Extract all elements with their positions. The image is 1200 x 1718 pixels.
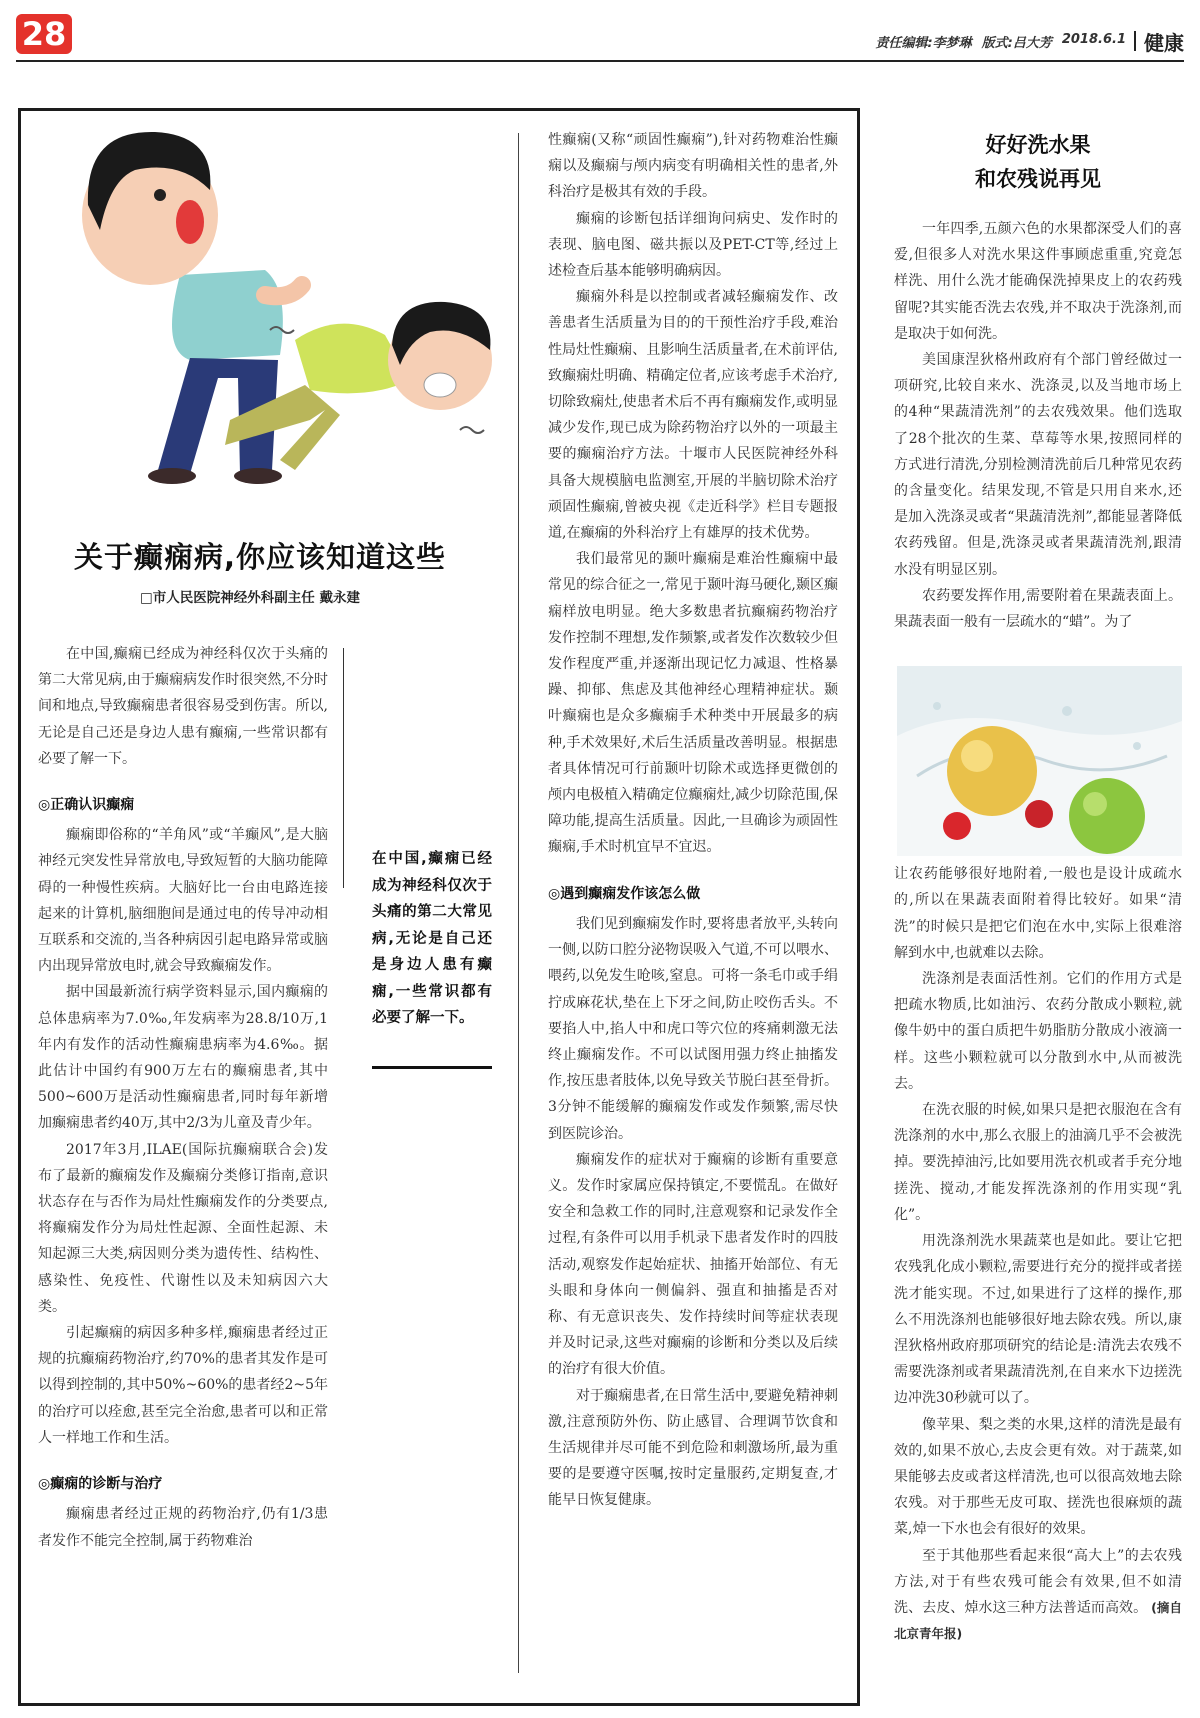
sidebar-title	[900, 128, 1176, 196]
layout-credit: 版式:吕大芳	[981, 35, 1052, 51]
article-title: 关于癫痫病,你应该知道这些	[73, 540, 447, 574]
sidebar-paragraph: 农药要发挥作用,需要附着在果蔬表面上。果蔬表面一般有一层疏水的“蜡”。为了	[894, 587, 1182, 631]
pull-quote: 在中国,癫痫已经成为神经科仅次于头痛的第二大常见病,无论是自己还是身边人患有癫痫,一些常识都有必要了解一下。	[372, 851, 492, 1026]
article-paragraph: 引起癫痫的病因多种多样,癫痫患者经过正规的抗癫痫药物治疗,约70%的患者其发作是可以得到控制的,其中50%~60%的患者经2~5年的治疗可以痊愈,甚至完全治愈,患者可以和正常人一样地工作和生活。	[38, 1325, 328, 1446]
issue-date: 2018.6.1	[1061, 31, 1126, 47]
article-paragraph: 性癫痫(又称“顽固性癫痫”),针对药物难治性癫痫以及癫痫与颅内病变有明确相关性的患者,外科治疗是极其有效的手段。	[548, 132, 838, 201]
section-heading-first-aid: ◎遇到癫痫发作该怎么做	[548, 885, 701, 902]
article-paragraph: 2017年3月,ILAE(国际抗癫痫联合会)发布了最新的癫痫发作及癫痫分类修订指南,意识状态存在与否作为局灶性癫痫发作的分类要点,将癫痫发作分为局灶性起源、全面性起源、未知起源三大类,病因则分类为遗传性、结构性、感染性、免疫性、代谢性以及未知病因六大类。	[38, 1141, 328, 1315]
sidebar-column	[894, 216, 1182, 1647]
pull-quote-rule	[372, 1066, 492, 1069]
section-heading-understanding: ◎正确认识癫痫	[38, 797, 135, 814]
sidebar-paragraph: 一年四季,五颜六色的水果都深受人们的喜爱,但很多人对洗水果这件事顾虑重重,究竟怎样洗、用什么洗才能确保洗掉果皮上的农药残留呢?其实能否洗去农残,并不取决于洗涤剂,而是取决于如何洗。	[894, 221, 1182, 342]
article-paragraph: 癫痫即俗称的“羊角风”或“羊癫风”,是大脑神经元突发性异常放电,导致短暂的大脑功能障碍的一种慢性疾病。大脑好比一台由电路连接起来的计算机,脑细胞间是通过电的传导冲动相互联系和交流的,当各种病因引起电路异常或脑内出现异常放电时,就会导致癫痫发作。	[38, 827, 328, 975]
article-column-right	[548, 127, 838, 1514]
header-divider	[1134, 31, 1136, 51]
page-header-info	[875, 26, 1184, 56]
article-intro: 在中国,癫痫已经成为神经科仅次于头痛的第二大常见病,由于癫痫病发作时很突然,不分时间和地点,导致癫痫患者很容易受到伤害。所以,无论是自己还是身边人患有癫痫,一些常识都有必要了解一下。	[38, 646, 328, 767]
page-number: 28	[16, 14, 72, 54]
sidebar-paragraph	[894, 1543, 1182, 1648]
section-heading-diagnosis: ◎癫痫的诊断与治疗	[38, 1476, 163, 1493]
editor-credit: 责任编辑:李梦琳	[875, 35, 972, 51]
sidebar-paragraph: 让农药能够很好地附着,一般也是设计成疏水的,所以在果蔬表面附着得比较好。如果“清洗”的时候只是把它们泡在水中,实际上很难溶解到水中,也就难以去除。	[894, 866, 1182, 961]
header-rule	[16, 60, 1184, 62]
sidebar-closing-text: 至于其他那些看起来很“高大上”的去农残方法,对于有些农残可能会有效果,但不如清洗、去皮、焯水这三种方法普适而高效。	[894, 1547, 1182, 1616]
section-name: 健康	[1144, 30, 1184, 55]
article-paragraph: 我们最常见的颞叶癫痫是难治性癫痫中最常见的综合征之一,常见于颞叶海马硬化,颞区癫痫样放电明显。绝大多数患者抗癫痫药物治疗发作控制不理想,发作频繁,或者发作次数较少但发作程度严重,并逐渐出现记忆力减退、性格暴躁、抑郁、焦虑及其他神经心理精神症状。颞叶癫痫也是众多癫痫手术种类中开展最多的病种,手术效果好,术后生活质量改善明显。根据患者具体情况可行前颞叶切除术或选择更微创的颅内电极植入精确定位癫痫灶,减少切除范围,保障功能,提高生活质量。因此,一旦确诊为顽固性癫痫,手术时机宜早不宜迟。	[548, 551, 838, 856]
article-paragraph: 癫痫患者经过正规的药物治疗,仍有1/3患者发作不能完全控制,属于药物难治	[38, 1506, 328, 1549]
article-column-left	[38, 641, 328, 1554]
sidebar-paragraph: 像苹果、梨之类的水果,这样的清洗是最有效的,如果不放心,去皮会更有效。对于蔬菜,如果能够去皮或者这样清洗,也可以很高效地去除农残。对于那些无皮可取、搓洗也很麻烦的蔬菜,焯一下水也会有很好的效果。	[894, 1416, 1182, 1538]
sidebar-paragraph: 洗涤剂是表面活性剂。它们的作用方式是把疏水物质,比如油污、农药分散成小颗粒,就像牛奶中的蛋白质把牛奶脂肪分散成小液滴一样。这些小颗粒就可以分散到水中,从而被洗去。	[894, 971, 1182, 1092]
sidebar-title-line: 好好洗水果	[985, 133, 1091, 157]
sidebar-title-line: 和农残说再见	[975, 167, 1101, 191]
sidebar-paragraph: 用洗涤剂洗水果蔬菜也是如此。要让它把农残乳化成小颗粒,需要进行充分的搅拌或者搓洗才能实现。不过,如果进行了这样的操作,那么不用洗涤剂也能够很好地去除农残。所以,康涅狄格州政府那项研究的结论是:清洗去农残不需要洗涤剂或者果蔬清洗剂,在自来水下边搓洗边冲洗30秒就可以了。	[894, 1233, 1182, 1407]
sidebar-paragraph: 美国康涅狄格州政府有个部门曾经做过一项研究,比较自来水、洗涤灵,以及当地市场上的4种“果蔬清洗剂”的去农残效果。他们选取了28个批次的生菜、草莓等水果,按照同样的方式进行清洗,分别检测清洗前后几种常见农药的含量变化。结果发现,不管是只用自来水,还是加入洗涤灵或者“果蔬清洗剂”,都能显著降低农药残留。但是,洗涤灵或者果蔬清洗剂,跟清水没有明显区别。	[894, 352, 1182, 578]
source-credit: (摘自北京青年报)	[894, 1599, 1182, 1642]
article-paragraph: 据中国最新流行病学资料显示,国内癫痫的总体患病率为7.0‰,年发病率为28.8/10万,1年内有发作的活动性癫痫患病率为4.6‰。据此估计中国约有900万左右的癫痫患者,其中500~600万是活动性癫痫患者,同时每年新增加癫痫患者约40万,其中2/3为儿童及青少年。	[38, 984, 328, 1132]
fruit-splash-photo	[897, 666, 1182, 856]
article-paragraph: 癫痫发作的症状对于癫痫的诊断有重要意义。发作时家属应保持镇定,不要慌乱。在做好安全和急救工作的同时,注意观察和记录发作全过程,有条件可以用手机录下患者发作时的四肢活动,观察发作起始症状、抽搐开始部位、有无头眼和身体向一侧偏斜、强直和抽搐是否对称、有无意识丧失、发作持续时间等症状表现并及时记录,这些对癫痫的诊断和分类以及后续的治疗有很大价值。	[548, 1151, 838, 1378]
article-paragraph: 我们见到癫痫发作时,要将患者放平,头转向一侧,以防口腔分泌物误吸入气道,不可以喂水、喂药,以免发生呛咳,窒息。可将一条毛巾或手绢拧成麻花状,垫在上下牙之间,防止咬伤舌头。不要掐人中,掐人中和虎口等穴位的疼痛刺激无法终止癫痫发作。不可以试图用强力终止抽搐发作,按压患者肢体,以免导致关节脱臼甚至骨折。3分钟不能缓解的癫痫发作或发作频繁,需尽快到医院诊治。	[548, 915, 838, 1142]
article-paragraph: 癫痫的诊断包括详细询问病史、发作时的表现、脑电图、磁共振以及PET-CT等,经过上述检查后基本能够明确病因。	[548, 210, 838, 280]
article-paragraph: 对于癫痫患者,在日常生活中,要避免精神刺激,注意预防外伤、防止感冒、合理调节饮食和生活规律并尽可能不到危险和刺激场所,最为重要的是要遵守医嘱,按时定量服药,定期复查,才能早日恢复健康。	[548, 1387, 838, 1509]
column-divider	[518, 133, 519, 1673]
seizure-illustration	[40, 110, 510, 490]
article-paragraph: 癫痫外科是以控制或者减轻癫痫发作、改善患者生活质量为目的的干预性治疗手段,难治性局灶性癫痫、且影响生活质量者,在术前评估,致癫痫灶明确、精确定位者,应该考虑手术治疗,切除致痫灶,使患者术后不再有癫痫发作,或明显减少发作,现已成为除药物治疗以外的一项最主要的癫痫治疗方法。十堰市人民医院神经外科具备大规模脑电监测室,开展的半脑切除术治疗顽固性癫痫,曾被央视《走近科学》栏目专题报道,在癫痫的外科治疗上有雄厚的技术优势。	[548, 289, 838, 542]
column-divider	[343, 648, 344, 888]
sidebar-paragraph: 在洗衣服的时候,如果只是把衣服泡在含有洗涤剂的水中,那么衣服上的油滴几乎不会被洗掉。要洗掉油污,比如要用洗衣机或者手充分地搓洗、搅动,才能发挥洗涤剂的作用实现“乳化”。	[894, 1102, 1182, 1223]
article-byline: □市人民医院神经外科副主任 戴永建	[140, 590, 360, 606]
